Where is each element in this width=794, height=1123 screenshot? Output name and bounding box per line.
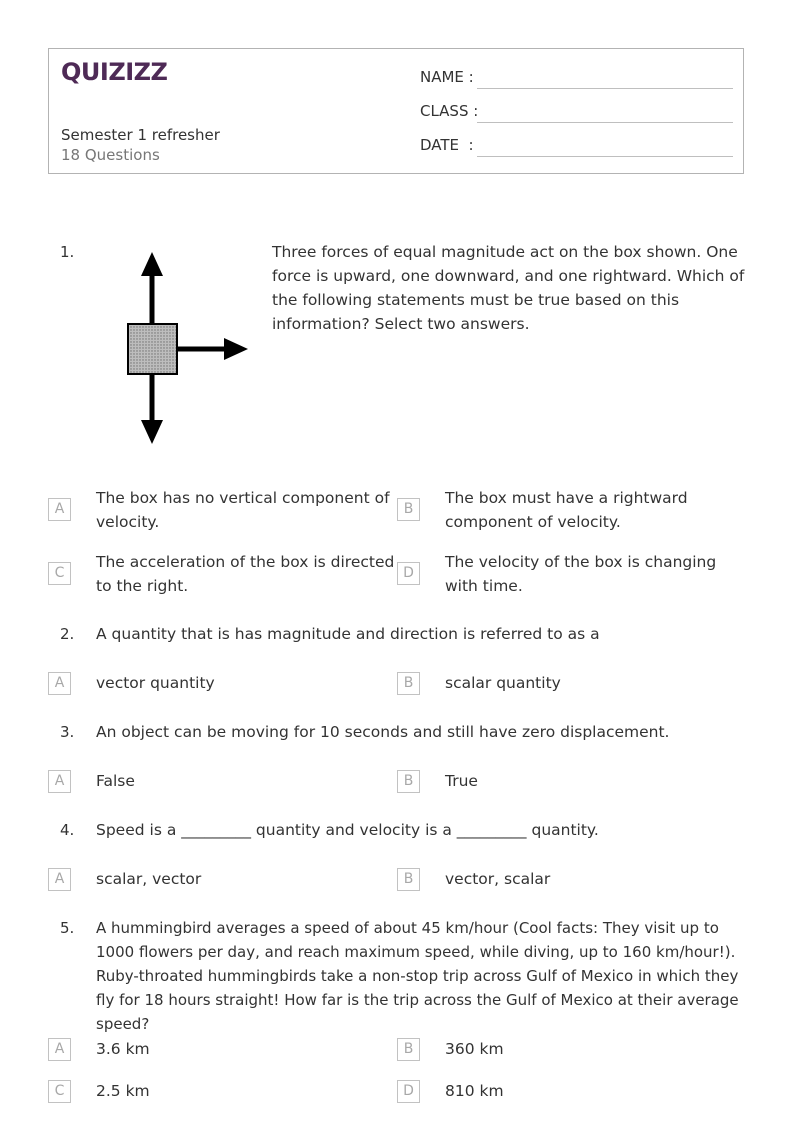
option-letter[interactable]: A	[48, 498, 71, 521]
question-count: 18 Questions	[61, 146, 160, 164]
question-text: Speed is a _________ quantity and velocity is a _________ quantity.	[96, 821, 599, 839]
box-shape	[128, 324, 177, 374]
rightward-force-arrow	[177, 338, 248, 360]
question-text: A quantity that is has magnitude and direction is referred to as a	[96, 625, 600, 643]
question-number: 5.	[60, 919, 75, 937]
option-text: 810 km	[445, 1082, 504, 1100]
option-text: True	[445, 772, 478, 790]
name-label: NAME :	[420, 68, 474, 86]
option-letter[interactable]: D	[397, 562, 420, 585]
option-text: scalar quantity	[445, 674, 561, 692]
question-number: 2.	[60, 625, 75, 643]
option-letter[interactable]: B	[397, 770, 420, 793]
class-label: CLASS :	[420, 102, 479, 120]
quizizz-logo: QUIZIZZ	[61, 58, 168, 86]
option-letter[interactable]: C	[48, 562, 71, 585]
question-number: 1.	[60, 243, 75, 261]
option-text: vector quantity	[96, 674, 215, 692]
question-text: An object can be moving for 10 seconds and still have zero displacement.	[96, 723, 670, 741]
option-text: The velocity of the box is changing with time.	[445, 553, 717, 595]
option-letter[interactable]: B	[397, 672, 420, 695]
option-text: 2.5 km	[96, 1082, 150, 1100]
option-text: The box has no vertical component of velocity.	[96, 489, 390, 531]
downward-force-arrow	[141, 374, 163, 444]
option-letter[interactable]: A	[48, 672, 71, 695]
question-text: Three forces of equal magnitude act on the box shown. One force is upward, one downward, and one rightward. Which of the following statements must be true based on this information? Select two answers.	[272, 243, 745, 333]
question-text: A hummingbird averages a speed of about 45 km/hour (Cool facts: They visit up to 1000 flowers per day, and reach maximum speed, while diving, up to 160 km/hour!). Ruby-throated hummingbirds take a non-stop trip across Gulf of Mexico in which they fly for 18 hours straight! How far is the trip across the Gulf of Mexico at their average speed?	[96, 919, 739, 1033]
option-text: The acceleration of the box is directed to the right.	[96, 553, 395, 595]
option-text: False	[96, 772, 135, 790]
question-number: 4.	[60, 821, 75, 839]
option-text: The box must have a rightward component of velocity.	[445, 489, 688, 531]
name-line[interactable]	[477, 88, 733, 89]
date-line[interactable]	[477, 156, 733, 157]
option-text: scalar, vector	[96, 870, 202, 888]
date-label: DATE :	[420, 136, 474, 154]
worksheet-header	[48, 48, 744, 174]
question-number: 3.	[60, 723, 75, 741]
option-text: vector, scalar	[445, 870, 551, 888]
force-diagram	[100, 248, 260, 448]
option-letter[interactable]: B	[397, 868, 420, 891]
option-letter[interactable]: A	[48, 868, 71, 891]
worksheet-title: Semester 1 refresher	[61, 126, 220, 144]
option-letter[interactable]: B	[397, 1038, 420, 1061]
option-letter[interactable]: B	[397, 498, 420, 521]
option-letter[interactable]: A	[48, 770, 71, 793]
option-letter[interactable]: A	[48, 1038, 71, 1061]
option-text: 360 km	[445, 1040, 504, 1058]
option-letter[interactable]: C	[48, 1080, 71, 1103]
upward-force-arrow	[141, 252, 163, 324]
option-letter[interactable]: D	[397, 1080, 420, 1103]
option-text: 3.6 km	[96, 1040, 150, 1058]
class-line[interactable]	[477, 122, 733, 123]
